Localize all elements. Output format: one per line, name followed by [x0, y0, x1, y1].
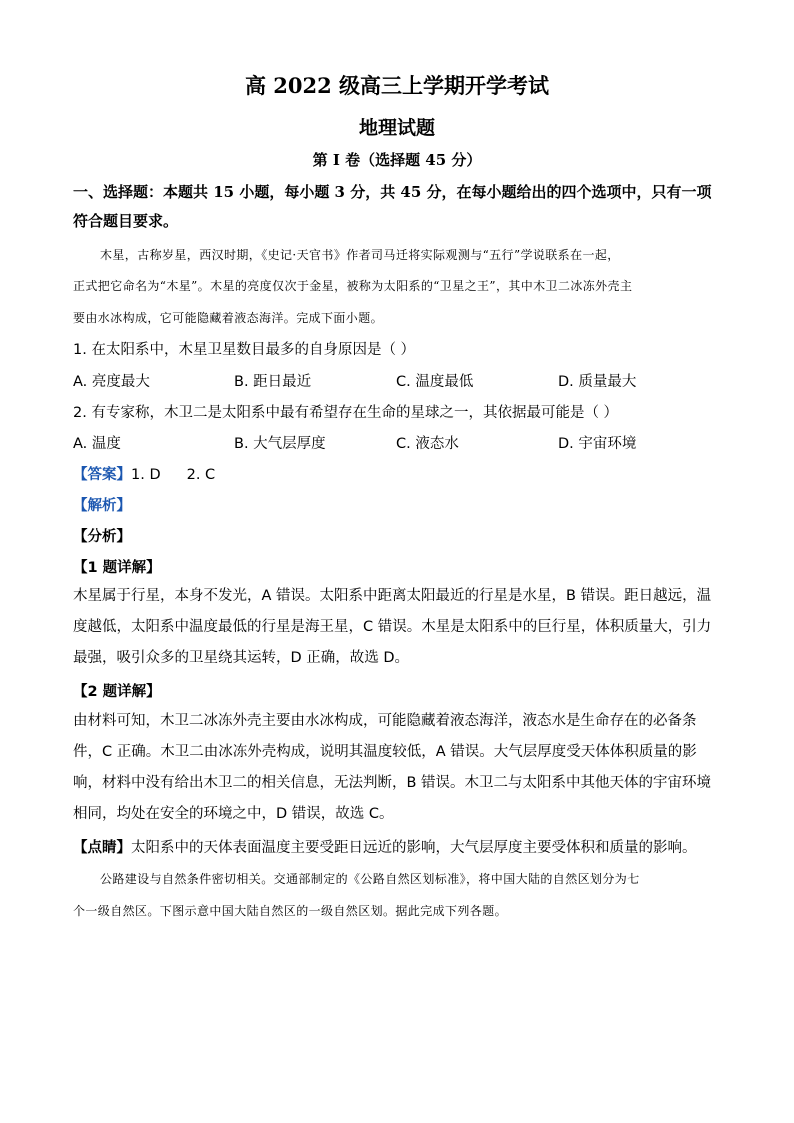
detail-2-text: 由材料可知，木卫二冰冻外壳主要由水冰构成，可能隐藏着液态海洋，液态水是生命存在的必备条件，C 正确。木卫二由冰冻外壳构成，说明其温度较低，A 错误。大气层厚度受天体体积质量的影响，材料中没有给出木卫二的相关信息，无法判断，B 错误。木卫二与太阳系中其他天体的宇宙环境相同，均处在安全的环境之中，D 错误，故选 C。: [73, 713, 712, 822]
answer-line: [73, 463, 723, 484]
q1-option-c: C. 温度最低: [396, 374, 474, 390]
q2-option-b: B. 大气层厚度: [234, 436, 326, 452]
q2-option-c: C. 液态水: [396, 436, 459, 452]
material-1-line-3: 要由水冰构成，它可能隐藏着液态海洋。完成下面小题。: [73, 311, 384, 325]
question-2: 2. 有专家称，木卫二是太阳系中最有希望存在生命的星球之一，其依据最可能是（ ）: [73, 405, 619, 421]
analysis-tag: 【解析】: [73, 498, 131, 514]
exam-subject: 地理试题: [358, 117, 435, 139]
part-title: 第 I 卷（选择题 45 分）: [312, 151, 482, 169]
detail-1-text: 木星属于行星，本身不发光，A 错误。太阳系中距离太阳最近的行星是水星，B 错误。距日越远，温度越低，太阳系中温度最低的行星是海王星，C 错误。木星是太阳系中的巨行星，体积质量大，引力最强，吸引众多的卫星绕其运转，D 正确，故选 D。: [73, 588, 712, 666]
question-1: 1. 在太阳系中，木星卫星数目最多的自身原因是（ ）: [73, 342, 416, 358]
fenxi-tag: 【分析】: [73, 529, 131, 545]
section-instructions: 一、选择题：本题共 15 小题，每小题 3 分，共 45 分，在每小题给出的四个选项中，只有一项符合题目要求。: [73, 183, 712, 230]
answer-1: 1. D: [131, 467, 161, 483]
detail-1-tag: 【1 题详解】: [73, 560, 161, 576]
exam-title: 高 2022 级高三上学期开学考试: [244, 73, 550, 98]
material-2-line-1: 公路建设与自然条件密切相关。交通部制定的《公路自然区划标准》，将中国大陆的自然区划分为七: [100, 872, 640, 886]
detail-2-tag: 【2 题详解】: [73, 684, 161, 700]
answer-tag: 【答案】: [73, 467, 131, 483]
q2-option-a: A. 温度: [73, 436, 121, 452]
point-text: 太阳系中的天体表面温度主要受距日远近的影响，大气层厚度主要受体积和质量的影响。: [131, 840, 697, 856]
point-line: [73, 836, 723, 857]
q2-option-d: D. 宇宙环境: [558, 436, 637, 452]
q1-option-b: B. 距日最近: [234, 374, 312, 390]
q1-option-a: A. 亮度最大: [73, 374, 150, 390]
answer-2: 2. C: [186, 467, 216, 483]
q1-option-d: D. 质量最大: [558, 374, 637, 390]
point-tag: 【点睛】: [73, 840, 131, 856]
material-1-line-2: 正式把它命名为“木星”。木星的亮度仅次于金星，被称为太阳系的“卫星之王”，其中木卫二冰冻外壳主: [73, 279, 633, 293]
material-2-line-2: 个一级自然区。下图示意中国大陆自然区的一级自然区划。据此完成下列各题。: [73, 904, 508, 918]
material-1-line-1: 木星，古称岁星，西汉时期，《史记·天官书》作者司马迁将实际观测与“五行”学说联系在一起，: [100, 248, 620, 262]
